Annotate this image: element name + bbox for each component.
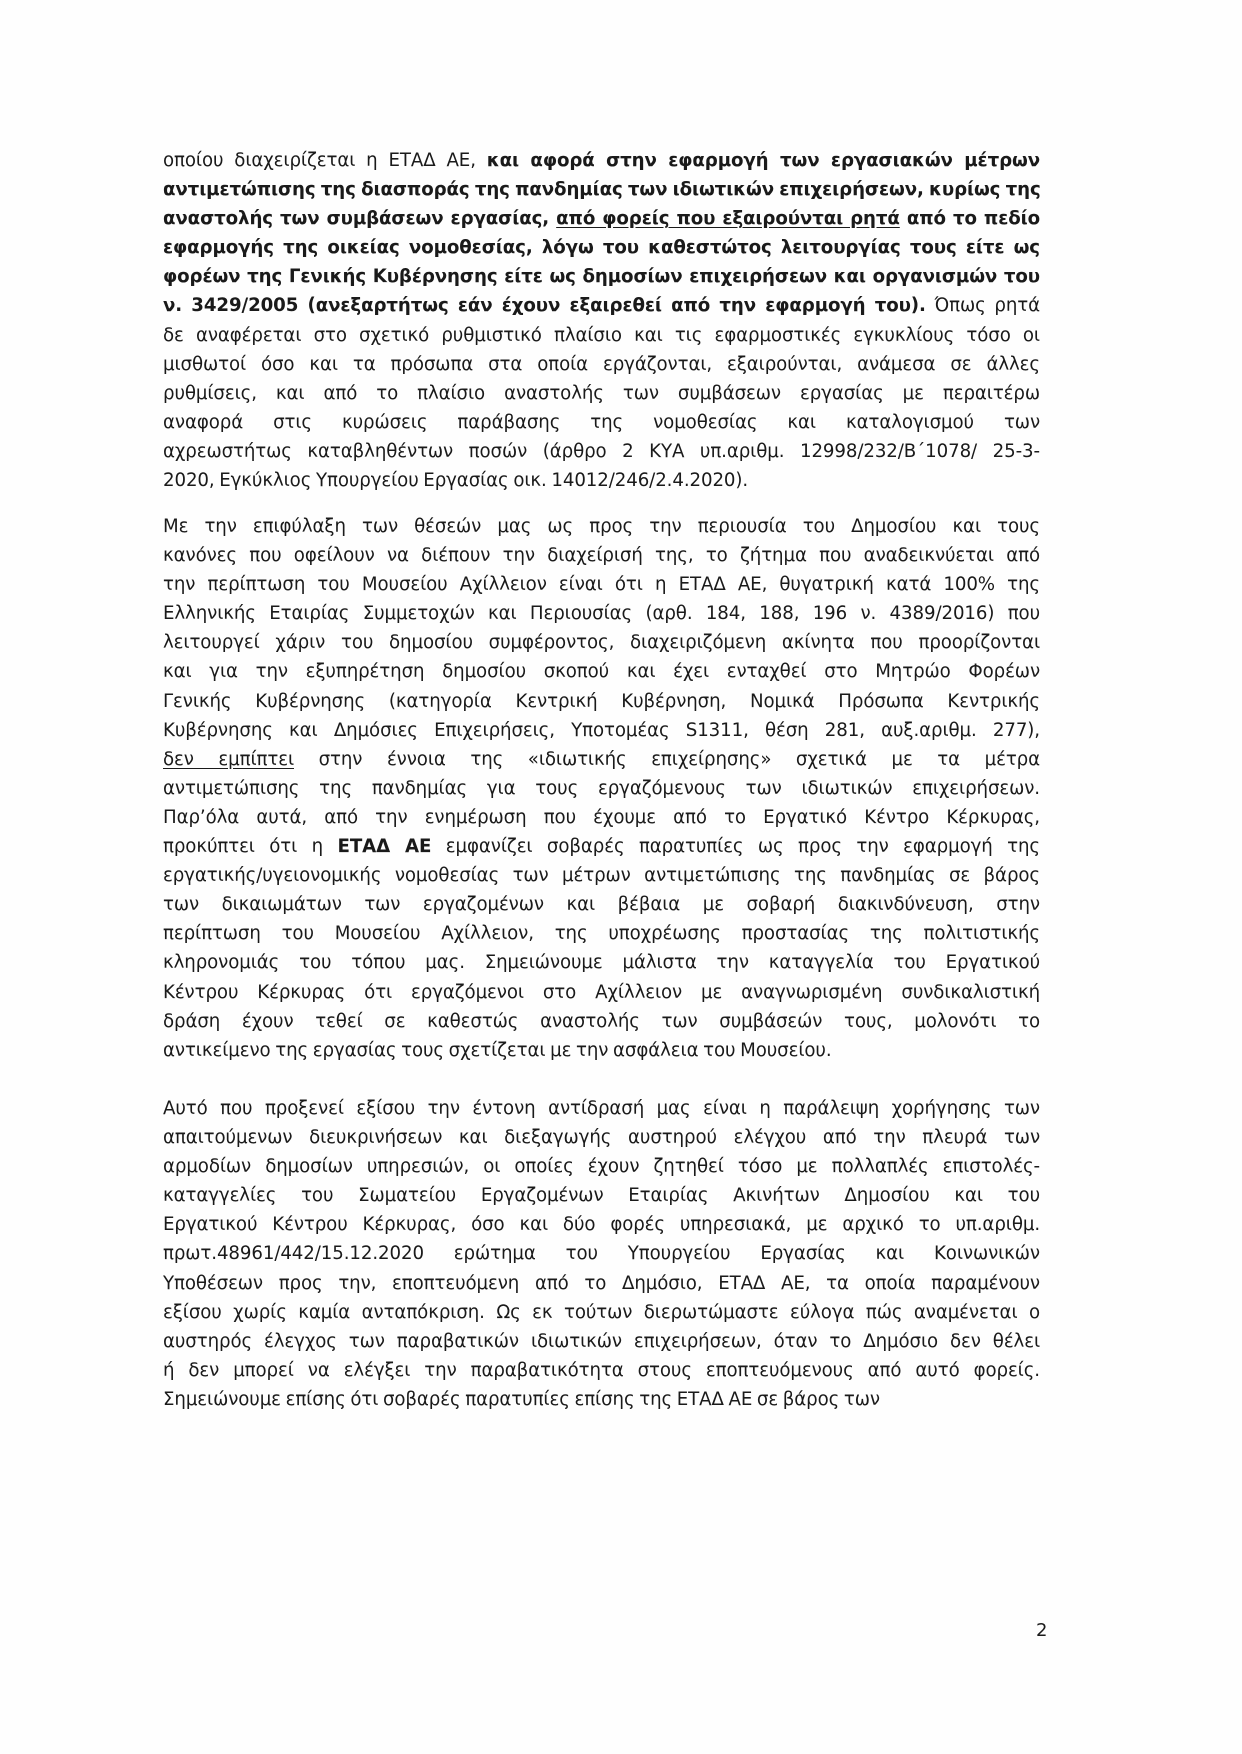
- text-line: [163, 890, 1040, 919]
- text-line: [163, 1356, 1040, 1385]
- text-segment: Εργατικού Κέντρου Κέρκυρας, όσο και δύο φορές υπηρεσιακά, με αρχικό το υπ.αριθμ.: [163, 1214, 1040, 1236]
- text-segment: δε αναφέρεται στο σχετικό ρυθμιστικό πλαίσιο και τις εφαρμοστικές εγκυκλίους τόσο οι: [163, 324, 1040, 346]
- text-segment: αχρεωστήτως καταβληθέντων ποσών (άρθρο 2 ΚΥΑ υπ.αριθμ. 12998/232/Β΄1078/ 25-3-: [163, 440, 1040, 462]
- text-line: [163, 146, 1040, 175]
- text-line: [163, 437, 1040, 466]
- text-segment: αρμοδίων δημοσίων υπηρεσιών, οι οποίες έχουν ζητηθεί τόσο με πολλαπλές επιστολές-: [163, 1156, 1040, 1178]
- text-segment: ρυθμίσεις, και από το πλαίσιο αναστολής των συμβάσεων εργασίας με περαιτέρω: [163, 382, 1040, 404]
- text-line: [163, 1123, 1040, 1152]
- text-segment: και για την εξυπηρέτηση δημοσίου σκοπού και έχει ενταχθεί στο Μητρώο Φορέων: [163, 661, 1040, 683]
- text-segment: Κυβέρνησης και Δημόσιες Επιχειρήσεις, Υποτομέας S1311, θέση 281, αυξ.αριθμ. 277),: [163, 719, 1040, 741]
- text-line: [163, 350, 1040, 379]
- text-line: [163, 1094, 1040, 1123]
- text-line: [163, 1327, 1040, 1356]
- text-line: [163, 919, 1040, 948]
- text-line: [163, 379, 1040, 408]
- bold-text: ΕΤΑΔ ΑΕ: [337, 836, 432, 858]
- text-line: [163, 832, 1040, 861]
- text-segment: περίπτωση του Μουσείου Αχίλλειον, της υποχρέωσης προστασίας της πολιτιστικής: [163, 923, 1040, 945]
- text-line: [163, 233, 1040, 262]
- text-line: [163, 628, 1040, 657]
- text-line: [163, 1036, 1040, 1065]
- text-segment: μισθωτοί όσο και τα πρόσωπα στα οποία εργάζονται, εξαιρούνται, ανάμεσα σε άλλες: [163, 353, 1040, 375]
- text-segment: αναφορά στις κυρώσεις παράβασης της νομοθεσίας και καταλογισμού των: [163, 411, 1040, 433]
- text-line: [163, 1007, 1040, 1036]
- bold-text: αναστολής των συμβάσεων εργασίας,: [163, 208, 557, 230]
- text-segment: αντικείμενο της εργασίας τους σχετίζεται με την ασφάλεια του Μουσείου.: [163, 1039, 832, 1061]
- text-segment: Κέντρου Κέρκυρας ότι εργαζόμενοι στο Αχίλλειον με αναγνωρισμένη συνδικαλιστική: [163, 981, 1040, 1003]
- underlined-text: από φορείς που εξαιρούνται ρητά: [556, 208, 900, 230]
- text-line: [163, 570, 1040, 599]
- text-line: [163, 321, 1040, 350]
- text-segment: εξίσου χωρίς καμία ανταπόκριση. Ως εκ τούτων διερωτώμαστε εύλογα πώς αναμένεται ο: [163, 1301, 1040, 1323]
- text-segment: κληρονομιάς του τόπου μας. Σημειώνουμε μάλιστα την καταγγελία του Εργατικού: [163, 952, 1040, 974]
- text-segment: απαιτούμενων διευκρινήσεων και διεξαγωγής αυστηρού ελέγχου από την πλευρά των: [163, 1127, 1040, 1149]
- text-line: [163, 803, 1040, 832]
- text-line: [163, 1181, 1040, 1210]
- text-line: [163, 204, 1040, 233]
- text-line: [163, 1210, 1040, 1239]
- text-segment: 2020, Εγκύκλιος Υπουργείου Εργασίας οικ. 14012/246/2.4.2020).: [163, 470, 749, 492]
- text-line: [163, 408, 1040, 437]
- text-line: [163, 861, 1040, 890]
- text-segment: εργατικής/υγειονομικής νομοθεσίας των μέτρων αντιμετώπισης της πανδημίας σε βάρος: [163, 865, 1040, 887]
- text-segment: ή δεν μπορεί να ελέγξει την παραβατικότητα στους εποπτευόμενους από αυτό φορείς.: [163, 1359, 1040, 1381]
- text-segment: οποίου διαχειρίζεται η ΕΤΑΔ ΑΕ,: [163, 150, 487, 171]
- text-line: [163, 1239, 1040, 1268]
- text-segment: Γενικής Κυβέρνησης (κατηγορία Κεντρική Κυβέρνηση, Νομικά Πρόσωπα Κεντρικής: [163, 690, 1040, 712]
- text-line: [163, 687, 1040, 716]
- text-line: [163, 262, 1040, 291]
- bold-text: και αφορά στην εφαρμογή των εργασιακών μέτρων: [486, 150, 1040, 171]
- text-segment: δράση έχουν τεθεί σε καθεστώς αναστολής των συμβάσεών τους, μολονότι το: [163, 1010, 1040, 1032]
- text-segment: πρωτ.48961/442/15.12.2020 ερώτημα του Υπουργείου Εργασίας και Κοινωνικών: [163, 1243, 1040, 1265]
- paragraph-3: [163, 1094, 1040, 1414]
- text-segment: λειτουργεί χάριν του δημοσίου συμφέροντος, διαχειριζόμενη ακίνητα που προορίζονται: [163, 632, 1040, 654]
- text-line: [163, 657, 1040, 686]
- text-segment: Παρ’όλα αυτά, από την ενημέρωση που έχουμε από το Εργατικό Κέντρο Κέρκυρας,: [163, 806, 1040, 828]
- text-segment: Όπως ρητά: [925, 295, 1040, 317]
- text-line: [163, 1385, 1040, 1414]
- paragraph-2: [163, 512, 1040, 1065]
- text-line: [163, 599, 1040, 628]
- text-segment: Σημειώνουμε επίσης ότι σοβαρές παρατυπίες επίσης της ΕΤΑΔ ΑΕ σε βάρος των: [163, 1388, 880, 1410]
- text-segment: αντιμετώπισης της πανδημίας για τους εργαζόμενους των ιδιωτικών επιχειρήσεων.: [163, 777, 1040, 799]
- text-line: [163, 716, 1040, 745]
- bold-text: ν. 3429/2005 (ανεξαρτήτως εάν έχουν εξαιρεθεί από την εφαρμογή του).: [163, 295, 926, 317]
- text-line: [163, 291, 1040, 320]
- bold-text: από το πεδίο: [899, 208, 1040, 230]
- underlined-text: δεν εμπίπτει: [163, 748, 294, 770]
- text-segment: αυστηρός έλεγχος των παραβατικών ιδιωτικών επιχειρήσεων, όταν το Δημόσιο δεν θέλει: [163, 1330, 1040, 1352]
- text-line: [163, 1269, 1040, 1298]
- text-segment: Ελληνικής Εταιρίας Συμμετοχών και Περιουσίας (αρθ. 184, 188, 196 ν. 4389/2016) που: [163, 603, 1040, 625]
- text-line: [163, 1298, 1040, 1327]
- text-line: [163, 745, 1040, 774]
- text-line: [163, 512, 1040, 541]
- text-segment: Με την επιφύλαξη των θέσεών μας ως προς την περιουσία του Δημοσίου και τους: [163, 516, 1040, 537]
- text-segment: κανόνες που οφείλουν να διέπουν την διαχείρισή της, το ζήτημα που αναδεικνύεται από: [163, 545, 1040, 567]
- text-segment: των δικαιωμάτων των εργαζομένων και βέβαια με σοβαρή διακινδύνευση, στην: [163, 894, 1040, 916]
- bold-text: εφαρμογής της οικείας νομοθεσίας, λόγω του καθεστώτος λειτουργίας τους είτε ως: [163, 237, 1040, 259]
- text-segment: προκύπτει ότι η: [163, 836, 338, 858]
- text-segment: Υποθέσεων προς την, εποπτευόμενη από το Δημόσιο, ΕΤΑΔ ΑΕ, τα οποία παραμένουν: [163, 1272, 1040, 1294]
- text-segment: την περίπτωση του Μουσείου Αχίλλειον είναι ότι η ΕΤΑΔ ΑΕ, θυγατρική κατά 100% της: [163, 574, 1040, 596]
- page-number: 2: [1036, 1620, 1048, 1641]
- text-segment: καταγγελίες του Σωματείου Εργαζομένων Εταιρίας Ακινήτων Δημοσίου και του: [163, 1185, 1040, 1207]
- text-line: [163, 1152, 1040, 1181]
- text-line: [163, 948, 1040, 977]
- bold-text: αντιμετώπισης της διασποράς της πανδημίας των ιδιωτικών επιχειρήσεων, κυρίως της: [163, 179, 1041, 201]
- text-segment: εμφανίζει σοβαρές παρατυπίες ως προς την εφαρμογή της: [431, 836, 1040, 858]
- text-segment: Αυτό που προξενεί εξίσου την έντονη αντίδρασή μας είναι η παράλειψη χορήγησης των: [163, 1098, 1040, 1119]
- text-line: [163, 541, 1040, 570]
- bold-text: φορέων της Γενικής Κυβέρνησης είτε ως δημοσίων επιχειρήσεων και οργανισμών του: [163, 266, 1040, 288]
- paragraph-1: [163, 146, 1040, 495]
- text-line: [163, 175, 1040, 204]
- text-line: [163, 466, 1040, 495]
- text-line: [163, 978, 1040, 1007]
- text-line: [163, 774, 1040, 803]
- text-segment: στην έννοια της «ιδιωτικής επιχείρησης» σχετικά με τα μέτρα: [294, 748, 1040, 770]
